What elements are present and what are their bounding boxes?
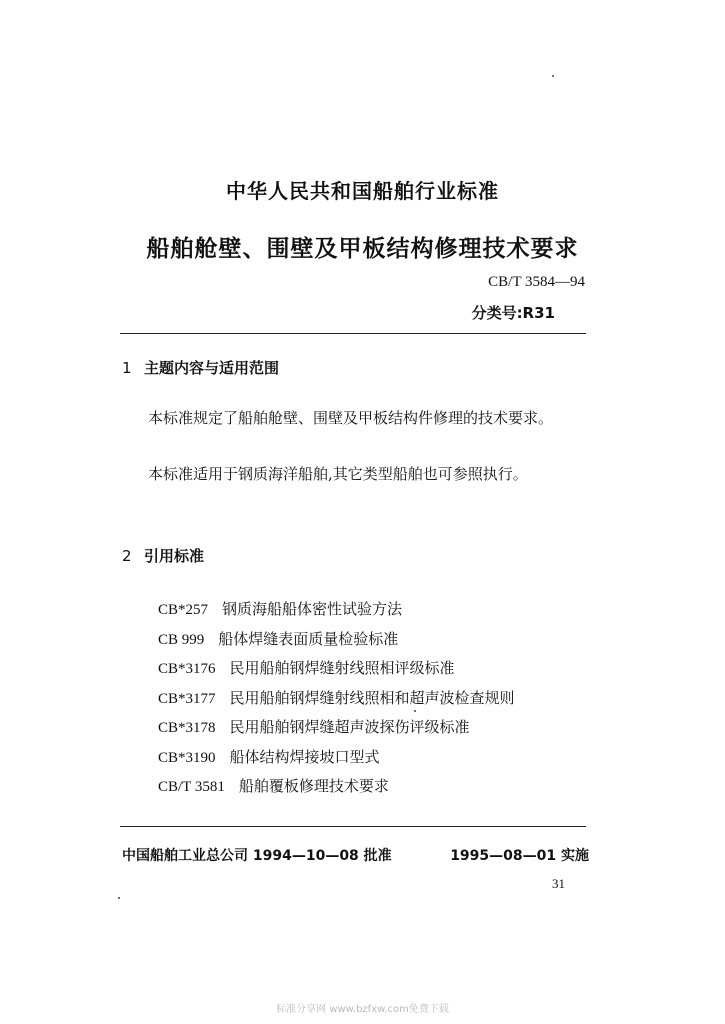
reference-code: CB 999 — [158, 631, 205, 648]
reference-code: CB*3178 — [158, 720, 216, 736]
approval-line: 中国船舶工业总公司 1994—10—08 批准 — [122, 848, 392, 864]
standard-number: CB/T 3584—94 — [488, 274, 585, 290]
paragraph-text: 本标准规定了船舶舱壁、围壁及甲板结构件修理的技术要求。 — [148, 409, 554, 427]
reference-code: CB/T 3581 — [158, 779, 225, 795]
reference-item — [158, 713, 515, 743]
implementation-date: 1995—08—01 实施 — [450, 848, 589, 864]
reference-item — [158, 772, 515, 802]
reference-code: CB*3176 — [158, 661, 216, 677]
scan-speck — [552, 75, 554, 77]
reference-item — [158, 654, 515, 684]
reference-title: 船体结构焊接坡口型式 — [229, 747, 380, 766]
reference-title: 船舶覆板修理技术要求 — [238, 777, 389, 795]
reference-item — [158, 595, 515, 625]
reference-code: CB*3190 — [158, 749, 216, 766]
section-2-title: 引用标准 — [144, 547, 205, 565]
reference-item — [158, 625, 515, 655]
document-title: 船舶舱壁、围壁及甲板结构修理技术要求 — [146, 236, 579, 262]
section-1-paragraph-2 — [124, 460, 580, 488]
reference-code: CB*257 — [158, 602, 209, 618]
watermark: 标准分享网 www.bzfxw.com免费下载 — [276, 1004, 449, 1015]
reference-item — [158, 743, 515, 773]
scan-speck — [118, 897, 120, 899]
section-1-title: 主题内容与适用范围 — [144, 359, 280, 377]
section-2-number: 2 — [122, 547, 132, 565]
section-2-heading — [122, 545, 204, 566]
section-1-heading — [122, 357, 279, 378]
reference-title: 民用船舶钢焊缝射线照相和超声波检查规则 — [229, 688, 515, 707]
standard-category: 中华人民共和国船舶行业标准 — [226, 179, 499, 203]
section-1-paragraph-1 — [124, 404, 580, 432]
paragraph-text: 本标准适用于钢质海洋船舶,其它类型船舶也可参照执行。 — [148, 465, 528, 483]
reference-item — [158, 684, 515, 714]
classification-number: 分类号:R31 — [471, 304, 555, 322]
reference-title: 民用船舶钢焊缝射线照相评级标准 — [229, 659, 455, 677]
reference-title: 船体焊缝表面质量检验标准 — [218, 629, 399, 648]
page-number: 31 — [552, 876, 565, 891]
section-1-number: 1 — [122, 359, 132, 377]
reference-title: 民用船舶钢焊缝超声波探伤评级标准 — [229, 718, 470, 736]
reference-code: CB*3177 — [158, 690, 216, 707]
scan-speck — [414, 710, 416, 712]
reference-title: 钢质海船船体密性试验方法 — [222, 600, 403, 618]
top-divider — [120, 333, 586, 334]
bottom-divider — [120, 826, 586, 827]
reference-list — [158, 595, 515, 802]
